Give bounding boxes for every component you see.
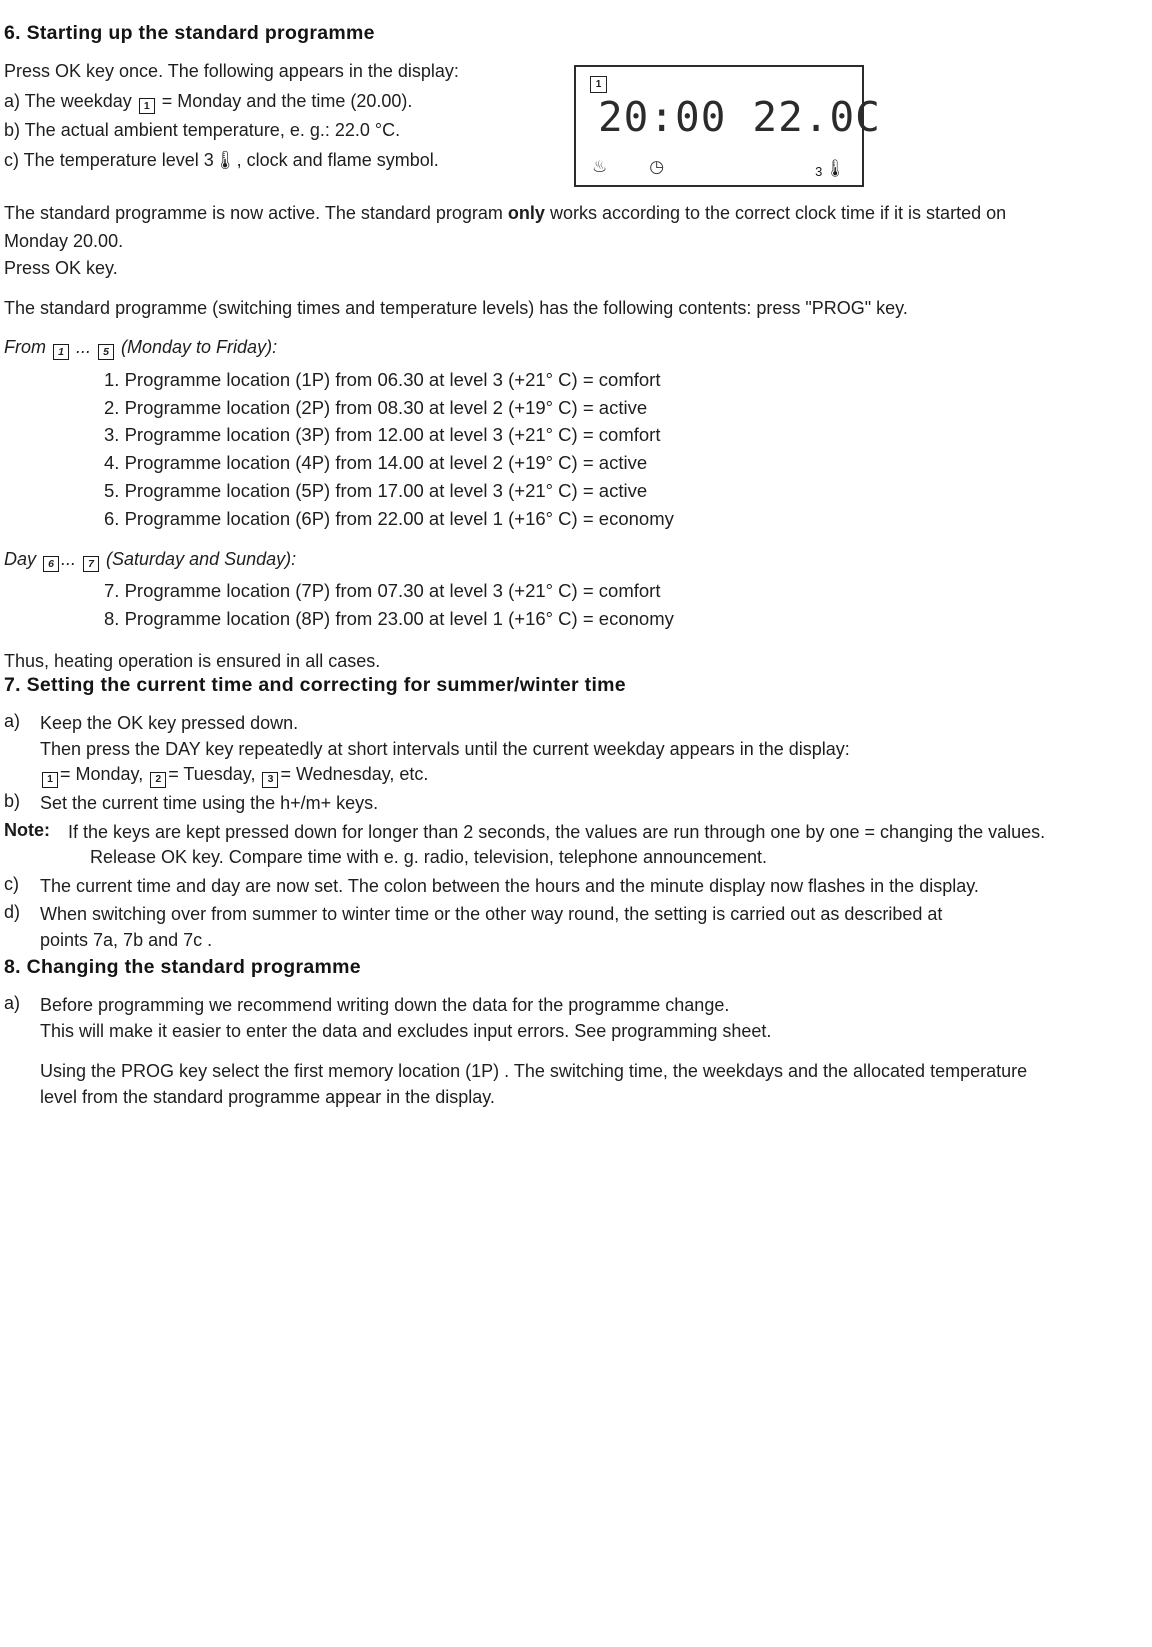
range-pre: From	[4, 337, 51, 358]
section-8-items	[4, 993, 1118, 1110]
list-item	[4, 874, 1118, 900]
weekday-glyph-icon: 1	[42, 772, 58, 788]
flame-icon: ♨	[592, 157, 608, 176]
weekday-glyph-text: = Wednesday, etc.	[280, 764, 429, 785]
weekday-glyph-icon: 1	[139, 98, 155, 114]
list-item: 2. Programme location (2P) from 08.30 at level 2 (+19° C) = active	[104, 396, 648, 418]
item-line: This will make it easier to enter the data and excludes input errors. See programming sheet.	[40, 1020, 772, 1041]
item-line: Release OK key. Compare time with e. g. radio, television, telephone announcement.	[90, 847, 768, 868]
list-item: 1. Programme location (1P) from 06.30 at level 3 (+21° C) = comfort	[104, 368, 661, 390]
paragraph-monday-time: Monday 20.00.	[4, 230, 124, 251]
section-6-intro-text	[4, 59, 564, 177]
list-item	[4, 993, 1118, 1044]
list-item: 4. Programme location (4P) from 14.00 at level 2 (+19° C) = active	[104, 452, 648, 474]
weekday-glyph-icon: 5	[98, 344, 114, 360]
intro-line-c	[4, 148, 564, 174]
section-6-body	[4, 201, 1089, 321]
section-7-heading: 7. Setting the current time and correcting for summer/winter time	[4, 674, 626, 697]
lcd-display	[574, 65, 881, 187]
item-label	[4, 1059, 40, 1110]
paragraph-contents: The standard programme (switching times and temperature levels) has the following contents: press "PROG" key.	[4, 297, 908, 318]
range-mid: ...	[61, 548, 82, 569]
range-pre: Day	[4, 548, 42, 569]
clock-icon: ◷	[649, 157, 665, 176]
paragraph-press-ok: Press OK key.	[4, 258, 118, 279]
weekday-glyph-icon: 7	[83, 556, 99, 572]
lcd-level-number: 3	[815, 164, 823, 179]
item-content	[40, 874, 1118, 900]
note-label: Note:	[4, 819, 50, 840]
item-content	[40, 993, 1118, 1044]
list-item: 3. Programme location (3P) from 12.00 at level 3 (+21° C) = comfort	[104, 424, 661, 446]
intro-line-b: b) The actual ambient temperature, e. g.: 22.0 °C.	[4, 120, 401, 141]
par1-post: works according to the correct clock time if it is started on	[544, 203, 1007, 223]
intro-line-a	[4, 89, 564, 115]
section-6-heading: 6. Starting up the standard programme	[4, 22, 375, 44]
note-item	[4, 820, 1118, 871]
item-line: Using the PROG key select the first memory location (1P) . The switching time, the weekdays and the allocated temperature	[40, 1061, 1028, 1082]
lcd-weekday-indicator: 1	[590, 76, 607, 93]
weekday-glyph-text: = Tuesday,	[168, 764, 256, 785]
par1-pre: The standard programme is now active. The standard program	[4, 203, 508, 223]
weekday-glyph-icon: 2	[150, 772, 166, 788]
item-content	[40, 902, 1118, 953]
lcd-time: 20:00	[598, 93, 727, 141]
item-label: c)	[4, 873, 19, 894]
intro-line-c-post: , clock and flame symbol.	[236, 149, 439, 170]
list-item: 7. Programme location (7P) from 07.30 at level 3 (+21° C) = comfort	[104, 580, 661, 602]
lcd-temperature: 22.0	[752, 93, 856, 141]
list-item	[4, 791, 1118, 817]
weekday-programme-list	[4, 367, 1118, 533]
item-label: b)	[4, 790, 21, 811]
weekday-glyph-icon: 1	[53, 344, 69, 360]
intro-line-a-post: = Monday and the time (20.00).	[156, 90, 413, 111]
list-item: 6. Programme location (6P) from 22.00 at level 1 (+16° C) = economy	[104, 507, 674, 529]
section-8-heading: 8. Changing the standard programme	[4, 956, 361, 979]
weekday-range-label	[4, 335, 1118, 361]
item-line: Before programming we recommend writing down the data for the programme change.	[40, 995, 730, 1016]
weekend-range-label	[4, 547, 1118, 573]
thermometer-icon: 🌡	[213, 149, 237, 170]
range-post: (Saturday and Sunday):	[101, 548, 297, 569]
lcd-digits	[598, 93, 881, 141]
item-line: points 7a, 7b and 7c .	[40, 929, 213, 950]
list-item	[4, 1059, 1118, 1110]
weekday-glyph-icon: 6	[43, 556, 59, 572]
item-label: d)	[4, 902, 21, 923]
item-content	[40, 711, 1118, 788]
weekday-glyph-icon: 3	[262, 772, 278, 788]
item-line: Set the current time using the h+/m+ keys.	[40, 792, 379, 813]
range-post: (Monday to Friday):	[116, 337, 278, 358]
list-item: 8. Programme location (8P) from 23.00 at level 1 (+16° C) = economy	[104, 607, 674, 629]
list-item: 5. Programme location (5P) from 17.00 at level 3 (+21° C) = active	[104, 479, 648, 501]
item-content	[40, 791, 1118, 817]
section-7-items	[4, 711, 1118, 953]
thermometer-icon: 🌡	[824, 159, 846, 178]
weekday-glyph-text: = Monday,	[60, 764, 144, 785]
section-6-closing: Thus, heating operation is ensured in all cases.	[4, 650, 381, 671]
lcd-temp-unit: C	[855, 93, 881, 141]
par1-bold: only	[507, 203, 545, 223]
item-label: a)	[4, 993, 21, 1014]
lcd-level-indicator	[815, 159, 846, 179]
weekend-programme-list	[4, 578, 1118, 633]
section-6-intro-row	[4, 59, 1118, 187]
item-line: Then press the DAY key repeatedly at short intervals until the current weekday appears in the display:	[40, 738, 850, 759]
item-content	[40, 1059, 1118, 1110]
list-item	[4, 902, 1118, 953]
item-line: If the keys are kept pressed down for longer than 2 seconds, the values are run through one by one = changing the values.	[68, 821, 1046, 842]
list-item	[4, 711, 1118, 788]
range-mid: ...	[71, 337, 97, 358]
item-label: a)	[4, 711, 21, 732]
paragraph-standard-active	[4, 201, 1089, 227]
intro-line-0: Press OK key once. The following appears in the display:	[4, 61, 459, 81]
item-line: When switching over from summer to winter time or the other way round, the setting is carried out as described at	[40, 904, 943, 925]
item-line: Keep the OK key pressed down.	[40, 713, 299, 734]
item-content	[68, 820, 1118, 871]
intro-line-a-pre: a) The weekday	[4, 90, 137, 111]
intro-line-c-pre: c) The temperature level 3	[4, 149, 214, 170]
weekday-glyph-line	[40, 762, 1118, 788]
item-line: level from the standard programme appear in the display.	[40, 1086, 495, 1107]
lcd-icon-row	[592, 157, 664, 177]
item-line: The current time and day are now set. The colon between the hours and the minute display now flashes in the display.	[40, 875, 979, 896]
